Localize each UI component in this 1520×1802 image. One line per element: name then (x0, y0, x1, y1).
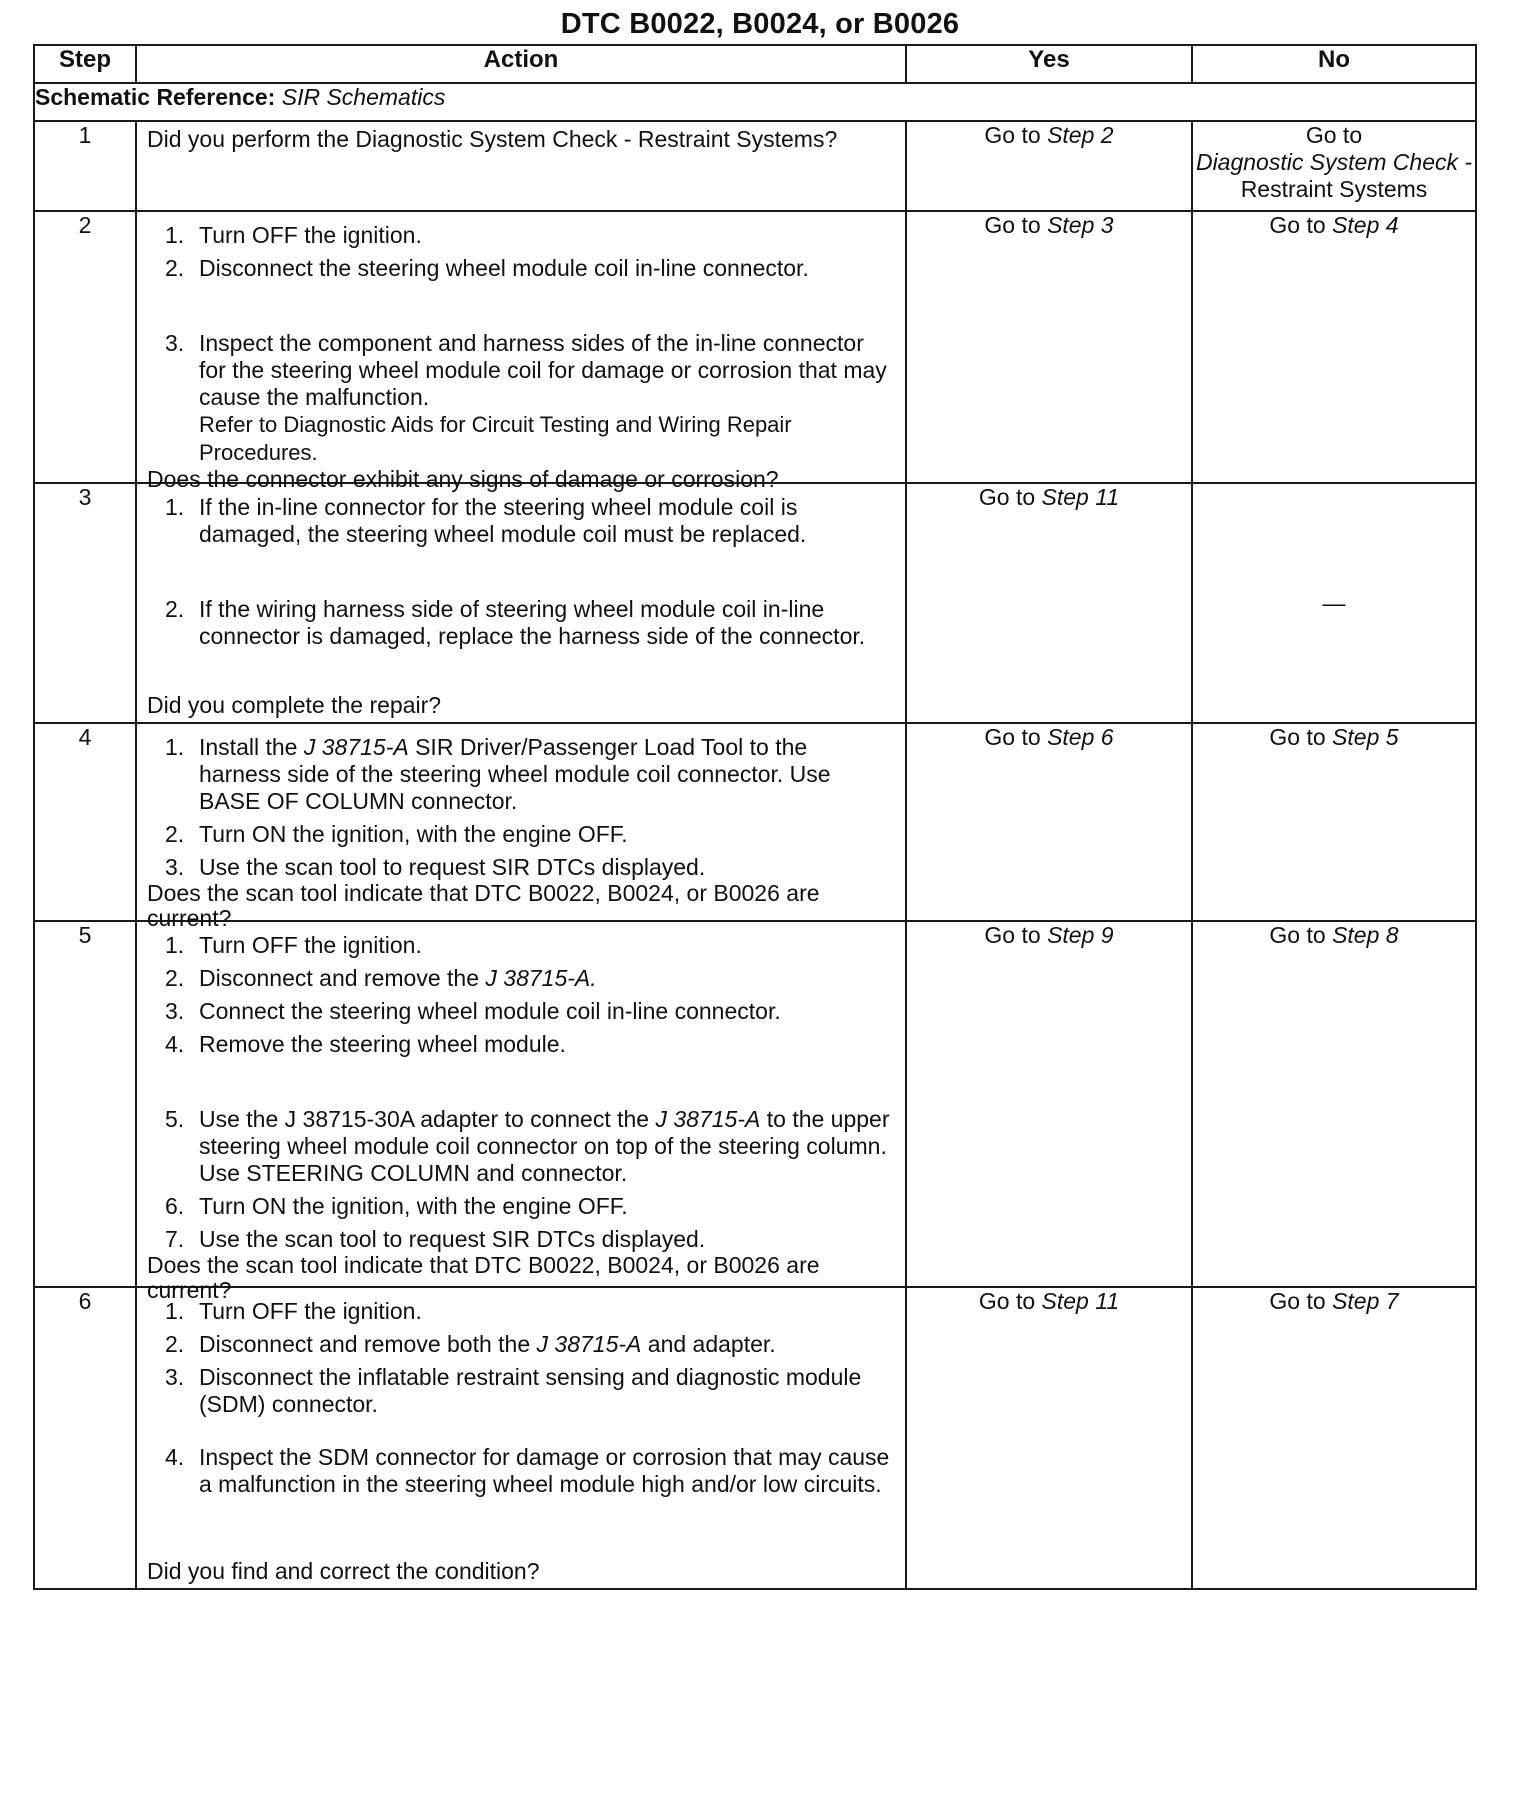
tool-link[interactable]: J 38715-A (303, 734, 409, 760)
yes-step-link[interactable]: Step 9 (1047, 922, 1114, 948)
dash: — (1322, 589, 1346, 616)
action-item: 3. Inspect the component and harness sides of the in-line connector for the steering wheel module coil for damage or corrosion that may cause the malfunction. Refer to Diagnostic Aids for Circuit Testing and Wiring Repair Procedures. (199, 330, 893, 467)
goto-label: Go to (978, 1288, 1036, 1314)
action-item: 1. Turn OFF the ignition. (165, 222, 422, 248)
action-cell (136, 723, 906, 931)
action-cell (136, 1287, 906, 1589)
goto-label: Go to (1269, 212, 1326, 238)
goto-label: Go to (978, 484, 1036, 510)
header-yes: Yes (906, 45, 1192, 83)
action-cell (136, 121, 906, 211)
action-item: 1. If the in-line connector for the steering wheel module coil is damaged, the steering wheel module coil must be replaced. (165, 494, 807, 547)
table-row (34, 1287, 1476, 1589)
action-item: 7. Use the scan tool to request SIR DTCs displayed. (165, 1226, 706, 1252)
action-question: Did you complete the repair? (147, 692, 442, 718)
goto-label: Go to (984, 724, 1041, 750)
step-number: 2 (34, 211, 136, 483)
schematic-row (34, 83, 1476, 121)
header-row (34, 45, 1476, 83)
action-item: 5. Use the J 38715-30A adapter to connect the J 38715-A to the upper steering wheel module coil connector on top of the steering column. Use STEERING COLUMN and connector. (165, 1106, 890, 1186)
no-link-tail: Restraint Systems (1240, 176, 1428, 202)
yes-step-link[interactable]: Step 11 (1041, 484, 1120, 510)
action-cell (136, 211, 906, 492)
action-item: 1. Turn OFF the ignition. (165, 932, 422, 958)
yes-cell (906, 723, 1192, 921)
goto-label: Go to (984, 212, 1041, 238)
yes-cell (906, 921, 1192, 1287)
step-number: 4 (34, 723, 136, 921)
step-number: 6 (34, 1287, 136, 1589)
header-step: Step (34, 45, 136, 83)
action-item: 4. Remove the steering wheel module. (165, 1031, 566, 1057)
no-cell (1192, 121, 1476, 211)
action-item: 2. Turn ON the ignition, with the engine OFF. (165, 821, 628, 847)
step-number: 1 (34, 121, 136, 211)
diagnostic-table (33, 44, 1477, 1590)
action-item: 3. Disconnect the inflatable restraint sensing and diagnostic module (SDM) connector. (165, 1364, 862, 1417)
table-row (34, 723, 1476, 921)
yes-step-link[interactable]: Step 3 (1047, 212, 1114, 238)
page-title: DTC B0022, B0024, or B0026 (560, 8, 960, 40)
action-question: Does the connector exhibit any signs of damage or corrosion? (147, 466, 779, 492)
step-number: 3 (34, 483, 136, 723)
schematic-link[interactable]: SIR Schematics (281, 84, 446, 110)
no-step-link[interactable]: Step 4 (1332, 212, 1399, 238)
no-step-link[interactable]: Step 5 (1332, 724, 1399, 750)
no-step-link[interactable]: Step 7 (1332, 1288, 1399, 1314)
action-item: 1. Install the J 38715-A SIR Driver/Passenger Load Tool to the harness side of the steering wheel module coil connector. Use BASE OF COLUMN connector. (165, 734, 831, 814)
action-item: 1. Turn OFF the ignition. (165, 1298, 422, 1324)
schematic-reference (34, 83, 1476, 121)
goto-label: Go to (1269, 724, 1326, 750)
yes-cell (906, 121, 1192, 211)
header-action: Action (136, 45, 906, 83)
action-item: 4. Inspect the SDM connector for damage or corrosion that may cause a malfunction in the steering wheel module high and/or low circuits. (165, 1444, 890, 1497)
yes-cell (906, 211, 1192, 483)
action-item: 2. Disconnect and remove the J 38715-A. (165, 965, 597, 991)
yes-step-link[interactable]: Step 2 (1047, 122, 1114, 148)
table-row (34, 121, 1476, 211)
action-item: 3. Connect the steering wheel module coil in-line connector. (165, 998, 781, 1024)
table-row (34, 483, 1476, 723)
action-note: Refer to Diagnostic Aids for Circuit Testing and Wiring Repair Procedures. (199, 412, 792, 465)
table-row (34, 921, 1476, 1287)
goto-label: Go to (1269, 1288, 1326, 1314)
schematic-label: Schematic Reference: (35, 84, 276, 110)
table-row (34, 211, 1476, 483)
action-question: Did you perform the Diagnostic System Check - Restraint Systems? (147, 126, 838, 152)
action-item: 6. Turn ON the ignition, with the engine OFF. (165, 1193, 628, 1219)
tool-link[interactable]: J 38715-A (655, 1106, 761, 1132)
no-cell (1192, 723, 1476, 921)
no-cell (1192, 211, 1476, 483)
no-cell (1192, 921, 1476, 1287)
action-question: Does the scan tool indicate that DTC B0022, B0024, or B0026 are current? (147, 1252, 820, 1303)
tool-link[interactable]: J 38715-A (536, 1331, 642, 1357)
goto-label: Go to (1305, 122, 1363, 148)
tool-link[interactable]: J 38715-A. (485, 965, 597, 991)
no-diagnostic-link[interactable]: Diagnostic System Check - (1195, 149, 1473, 175)
yes-step-link[interactable]: Step 6 (1047, 724, 1114, 750)
action-item: 2. Disconnect and remove both the J 38715-A and adapter. (165, 1331, 776, 1357)
no-cell (1192, 1287, 1476, 1589)
yes-cell (906, 1287, 1192, 1589)
goto-label: Go to (1269, 922, 1326, 948)
action-item: 3. Use the scan tool to request SIR DTCs displayed. (165, 854, 706, 880)
no-cell (1192, 483, 1476, 723)
step-number: 5 (34, 921, 136, 1287)
action-question: Did you find and correct the condition? (147, 1558, 540, 1584)
header-no: No (1192, 45, 1476, 83)
no-step-link[interactable]: Step 8 (1332, 922, 1399, 948)
goto-label: Go to (984, 122, 1041, 148)
yes-step-link[interactable]: Step 11 (1041, 1288, 1120, 1314)
yes-cell (906, 483, 1192, 723)
action-cell (136, 921, 906, 1303)
action-item: 2. If the wiring harness side of steering wheel module coil in-line connector is damaged, replace the harness side of the connector. (165, 596, 866, 649)
action-item: 2. Disconnect the steering wheel module coil in-line connector. (165, 255, 809, 281)
action-question: Does the scan tool indicate that DTC B0022, B0024, or B0026 are current? (147, 880, 820, 931)
goto-label: Go to (984, 922, 1041, 948)
action-cell (136, 483, 906, 723)
